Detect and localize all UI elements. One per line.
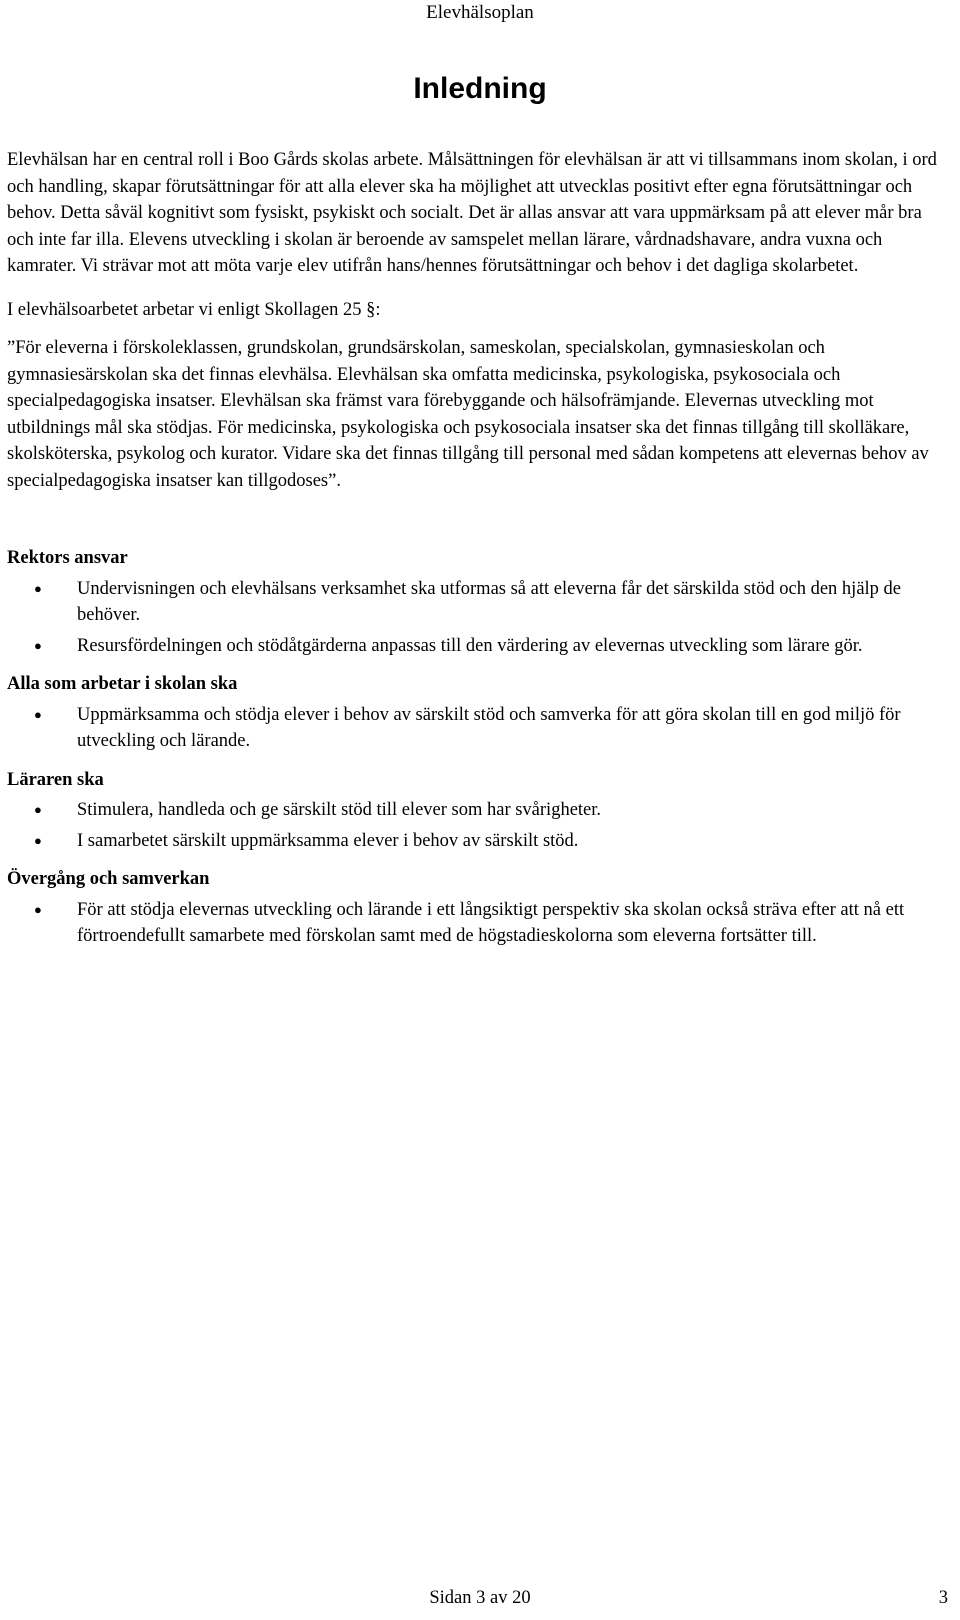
list-item: ● I samarbetet särskilt uppmärksamma elever i behov av särskilt stöd. <box>7 828 947 855</box>
intro-paragraph: Elevhälsan har en central roll i Boo Gårds skolas arbete. Målsättningen för elevhälsan är att vi tillsammans inom skolan, i ord och handling, skapar förutsättningar för att alla elever ska ha möjlighet att utvecklas positivt efter egna förutsättningar och behov. Detta såväl kognitivt som fysiskt, psykiskt och socialt. Det är allas ansvar att vara uppmärksam på att elever mår bra och inte far illa. Elevens utveckling i skolan är beroende av samspelet mellan lärare, vårdnadshavare, andra vuxna och kamrater. Vi strävar mot att möta varje elev utifrån hans/hennes förutsättningar och behov i det dagliga skolarbetet. <box>7 150 937 276</box>
section-heading: Läraren ska <box>7 769 104 790</box>
list-item: ● Uppmärksamma och stödja elever i behov av särskilt stöd och samverka för att göra skolan till en god miljö för utveckling och lärande. <box>7 702 947 755</box>
bullet-list <box>7 702 947 755</box>
page-footer-label: Sidan 3 av 20 <box>429 1588 531 1608</box>
list-item: ● För att stödja elevernas utveckling och lärande i ett långsiktigt perspektiv ska skolan också sträva efter att nå ett förtroendefullt samarbete med förskolan samt med de högstadieskolorna som eleverna fortsätter till. <box>7 897 947 950</box>
law-lead: I elevhälsoarbetet arbetar vi enligt Skollagen 25 §: <box>7 299 381 320</box>
bullet-list <box>7 897 947 950</box>
section-heading: Övergång och samverkan <box>7 869 210 889</box>
page-title: Inledning <box>413 72 547 105</box>
section-heading: Rektors ansvar <box>7 548 128 568</box>
law-quote: ”För eleverna i förskoleklassen, grundskolan, grundsärskolan, sameskolan, specialskolan, gymnasieskolan och gymnasiesärskolan ska det finnas elevhälsa. Elevhälsan ska omfatta medicinska, psykologiska, psykosociala och specialpedagogiska insatser. Elevhälsan ska främst vara förebyggande och hälsofrämjande. Elevernas utveckling mot utbildnings mål ska stödjas. För medicinska, psykologiska och psykosociala insatser ska det finnas tillgång till skolläkare, skolsköterska, psykolog och kurator. Vidare ska det finnas tillgång till personal med sådan kompetens att elevernas behov av specialpedagogiska insatser kan tillgodoses”. <box>7 338 929 491</box>
bullet-list <box>7 797 947 854</box>
list-item: ● Stimulera, handleda och ge särskilt stöd till elever som har svårigheter. <box>7 797 947 824</box>
section-rektors-ansvar <box>7 545 947 659</box>
list-item: ● Undervisningen och elevhälsans verksamhet ska utformas så att eleverna får det särskilda stöd och den hjälp de behöver. <box>7 576 947 629</box>
section-heading: Alla som arbetar i skolan ska <box>7 674 238 694</box>
document-body <box>7 147 947 962</box>
running-header: Elevhälsoplan <box>426 2 534 23</box>
section-alla-som-arbetar <box>7 671 947 755</box>
bullet-list <box>7 576 947 660</box>
section-lararen-ska <box>7 767 947 855</box>
page-number: 3 <box>938 1588 948 1608</box>
section-overgang-och-samverkan <box>7 866 947 950</box>
list-item: ● Resursfördelningen och stödåtgärderna anpassas till den värdering av elevernas utveckling som lärare gör. <box>7 633 947 660</box>
